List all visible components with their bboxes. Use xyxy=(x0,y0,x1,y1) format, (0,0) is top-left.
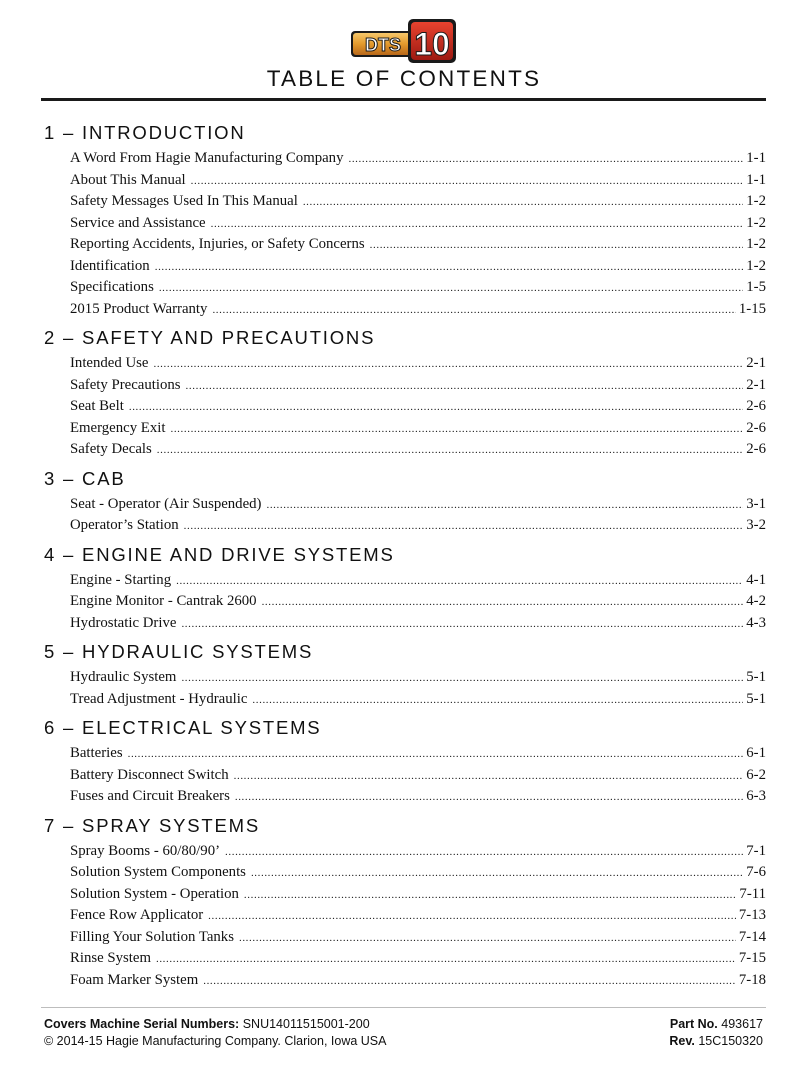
dot-leader xyxy=(191,171,744,193)
toc-entry-title: Rinse System xyxy=(70,950,151,966)
toc-entry-title: Spray Booms - 60/80/90’ xyxy=(70,842,221,859)
toc-entry[interactable] xyxy=(70,948,766,970)
toc-entry-page: 6-2 xyxy=(746,766,766,783)
toc-entry-page: 3-1 xyxy=(746,495,766,512)
toc-entry-page: 7-13 xyxy=(738,907,766,923)
dot-leader xyxy=(251,863,743,885)
dot-leader xyxy=(225,842,743,864)
toc-entry[interactable] xyxy=(70,418,766,440)
dot-leader xyxy=(128,744,744,766)
dot-leader xyxy=(239,928,736,950)
dot-leader xyxy=(155,257,744,279)
toc-entry[interactable] xyxy=(70,970,766,992)
copyright: © 2014-15 Hagie Manufacturing Company. Clarion, Iowa USA xyxy=(44,1034,387,1048)
dot-leader xyxy=(186,376,744,398)
dot-leader xyxy=(184,516,744,538)
toc-entry-page: 7-18 xyxy=(738,971,766,988)
dot-leader xyxy=(370,235,744,257)
dot-leader xyxy=(170,419,743,441)
dot-leader xyxy=(156,949,736,971)
toc-entry-page: 2-1 xyxy=(746,355,766,371)
toc-entry-page: 5-1 xyxy=(746,690,766,707)
toc-section xyxy=(44,639,766,715)
toc-entry-title: Safety Decals xyxy=(70,441,152,457)
toc-section xyxy=(44,813,766,997)
toc-entry[interactable] xyxy=(70,234,766,256)
toc-entry-title: Solution System Components xyxy=(70,864,246,880)
toc-entry-page: 3-2 xyxy=(746,517,766,533)
toc-entry[interactable] xyxy=(70,765,766,787)
footer-divider xyxy=(41,1007,766,1008)
toc-section xyxy=(44,466,766,542)
toc-entry[interactable] xyxy=(70,213,766,235)
toc-entry-title: About This Manual xyxy=(70,171,186,188)
toc-entry-title: Specifications xyxy=(70,279,154,295)
toc-entry-page: 4-1 xyxy=(746,571,766,588)
toc-entry-page: 1-2 xyxy=(746,257,766,274)
table-of-contents xyxy=(44,120,766,996)
toc-entry[interactable] xyxy=(70,375,766,397)
toc-entry-page: 7-6 xyxy=(746,864,766,880)
toc-entry-title: 2015 Product Warranty xyxy=(70,300,208,317)
serial-numbers: Covers Machine Serial Numbers: SNU14011515001-200 xyxy=(44,1017,370,1031)
dot-leader xyxy=(252,690,743,712)
dot-leader xyxy=(211,214,744,236)
toc-entry[interactable] xyxy=(70,743,766,765)
section-heading: 7 – SPRAY SYSTEMS xyxy=(44,814,261,836)
toc-entry-page: 1-5 xyxy=(746,279,766,295)
toc-entry-title: Batteries xyxy=(70,745,123,761)
toc-entry[interactable] xyxy=(70,613,766,635)
toc-entry-title: Service and Assistance xyxy=(70,214,206,231)
dot-leader xyxy=(176,571,743,593)
page-title: TABLE OF CONTENTS xyxy=(266,66,542,91)
toc-entry[interactable] xyxy=(70,862,766,884)
toc-entry-title: Safety Precautions xyxy=(70,376,181,393)
toc-entry[interactable] xyxy=(70,299,766,321)
dot-leader xyxy=(159,278,743,300)
toc-entry-title: Fuses and Circuit Breakers xyxy=(70,788,230,804)
revision: Rev. 15C150320 xyxy=(669,1034,763,1048)
toc-entry[interactable] xyxy=(70,570,766,592)
dts10-logo xyxy=(350,18,458,64)
section-heading: 4 – ENGINE AND DRIVE SYSTEMS xyxy=(44,543,395,565)
toc-entry[interactable] xyxy=(70,439,766,461)
toc-entry-page: 1-2 xyxy=(746,236,766,252)
toc-entry-title: Engine - Starting xyxy=(70,571,172,588)
dot-leader xyxy=(129,397,743,419)
toc-entry-page: 2-6 xyxy=(746,398,766,414)
toc-entry-title: Fence Row Applicator xyxy=(70,907,204,923)
toc-entry-page: 7-14 xyxy=(738,928,766,945)
dot-leader xyxy=(203,971,736,993)
toc-entry-title: Intended Use xyxy=(70,355,149,371)
footer xyxy=(44,1016,763,1050)
toc-entry-title: Engine Monitor - Cantrak 2600 xyxy=(70,593,257,609)
toc-entry-page: 4-2 xyxy=(746,593,766,609)
section-heading: 1 – INTRODUCTION xyxy=(44,122,246,143)
toc-entry[interactable] xyxy=(70,494,766,516)
dot-leader xyxy=(212,300,735,322)
toc-entry[interactable] xyxy=(70,191,766,213)
dot-leader xyxy=(262,592,744,614)
toc-entry-page: 2-6 xyxy=(746,419,766,436)
dot-leader xyxy=(234,766,744,788)
dot-leader xyxy=(157,440,744,462)
section-heading: 2 – SAFETY AND PRECAUTIONS xyxy=(44,327,376,348)
toc-entry-title: Safety Messages Used In This Manual xyxy=(70,193,298,209)
toc-section xyxy=(44,325,766,466)
toc-entry-title: Solution System - Operation xyxy=(70,885,239,902)
toc-entry[interactable] xyxy=(70,256,766,278)
toc-entry[interactable] xyxy=(70,884,766,906)
toc-entry[interactable] xyxy=(70,667,766,689)
toc-entry-title: A Word From Hagie Manufacturing Company xyxy=(70,150,344,166)
toc-entry[interactable] xyxy=(70,277,766,299)
title-divider xyxy=(41,98,766,101)
dot-leader xyxy=(235,787,743,809)
toc-entry[interactable] xyxy=(70,170,766,192)
toc-entry[interactable] xyxy=(70,515,766,537)
part-number: Part No. 493617 xyxy=(669,1017,763,1031)
toc-entry-page: 1-2 xyxy=(746,214,766,231)
toc-entry-page: 6-1 xyxy=(746,745,766,761)
toc-entry-page: 1-1 xyxy=(746,171,766,188)
dot-leader xyxy=(266,495,743,517)
svg-text:DTS: DTS xyxy=(365,35,401,55)
toc-entry-page: 7-1 xyxy=(746,842,766,859)
toc-entry-title: Filling Your Solution Tanks xyxy=(70,928,234,945)
toc-entry-page: 6-3 xyxy=(746,788,766,804)
toc-entry-title: Battery Disconnect Switch xyxy=(70,766,229,783)
toc-entry-title: Foam Marker System xyxy=(70,971,199,988)
toc-entry[interactable] xyxy=(70,841,766,863)
toc-entry-title: Reporting Accidents, Injuries, or Safety Concerns xyxy=(70,236,365,252)
dot-leader xyxy=(244,885,737,907)
toc-entry-page: 2-6 xyxy=(746,441,766,457)
toc-entry-title: Identification xyxy=(70,257,150,274)
toc-entry[interactable] xyxy=(70,396,766,418)
toc-entry[interactable] xyxy=(70,591,766,613)
toc-entry-page: 7-11 xyxy=(739,885,766,902)
toc-entry-page: 4-3 xyxy=(746,614,766,631)
toc-entry-title: Seat Belt xyxy=(70,398,124,414)
toc-entry-title: Tread Adjustment - Hydraulic xyxy=(70,690,248,707)
toc-entry-page: 2-1 xyxy=(746,376,766,393)
toc-entry-title: Operator’s Station xyxy=(70,517,179,533)
toc-entry-page: 1-2 xyxy=(746,193,766,209)
toc-entry-title: Hydraulic System xyxy=(70,669,177,685)
section-heading: 6 – ELECTRICAL SYSTEMS xyxy=(44,717,322,738)
toc-entry-title: Emergency Exit xyxy=(70,419,166,436)
toc-entry-title: Seat - Operator (Air Suspended) xyxy=(70,495,262,512)
toc-section xyxy=(44,715,766,813)
toc-entry-page: 1-1 xyxy=(746,150,766,166)
dot-leader xyxy=(181,614,743,636)
toc-entry-page: 1-15 xyxy=(738,300,766,317)
toc-entry-title: Hydrostatic Drive xyxy=(70,614,177,631)
section-heading: 5 – HYDRAULIC SYSTEMS xyxy=(44,641,314,662)
dot-leader xyxy=(303,192,743,214)
toc-entry[interactable] xyxy=(70,689,766,711)
svg-text:10: 10 xyxy=(414,26,450,62)
dot-leader xyxy=(348,149,743,171)
dot-leader xyxy=(153,354,743,376)
toc-entry[interactable] xyxy=(70,786,766,808)
toc-entry-page: 7-15 xyxy=(738,950,766,966)
toc-section xyxy=(44,542,766,640)
toc-entry[interactable] xyxy=(70,148,766,170)
toc-entry[interactable] xyxy=(70,927,766,949)
toc-entry[interactable] xyxy=(70,905,766,927)
toc-section xyxy=(44,120,766,325)
dot-leader xyxy=(181,668,743,690)
toc-entry-page: 5-1 xyxy=(746,669,766,685)
dot-leader xyxy=(208,906,736,928)
toc-entry[interactable] xyxy=(70,353,766,375)
section-heading: 3 – CAB xyxy=(44,467,126,489)
